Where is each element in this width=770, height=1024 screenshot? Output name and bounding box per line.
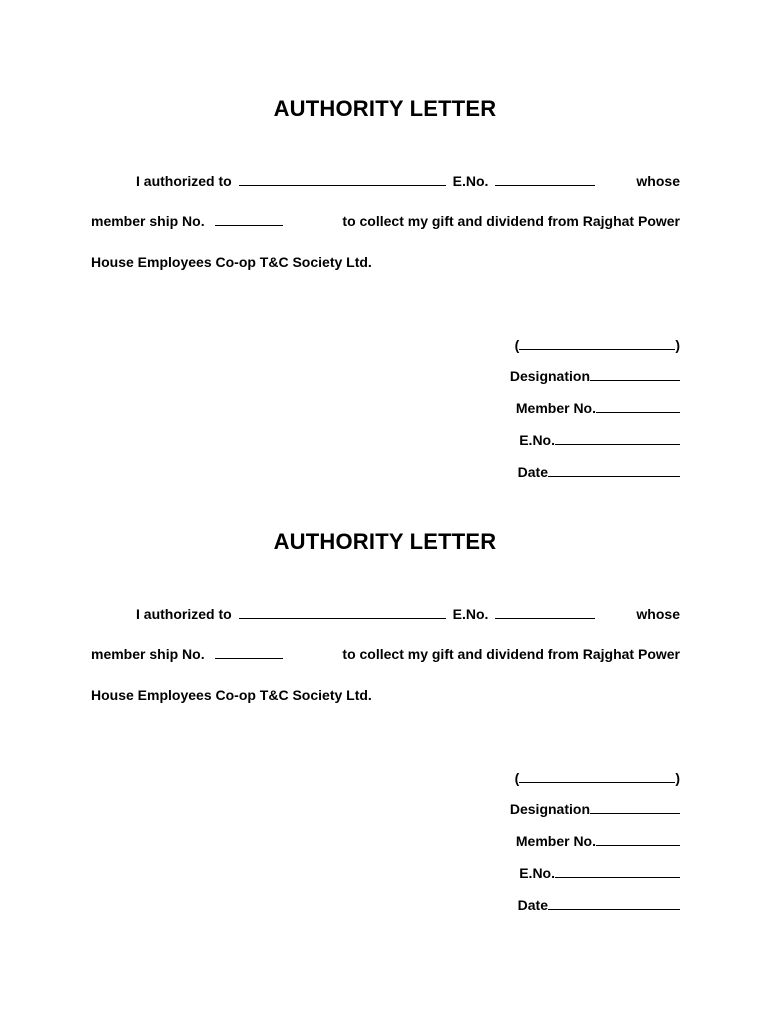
date-blank	[548, 897, 680, 910]
authorized-to-text: I authorized to	[136, 606, 232, 622]
eno-sig-label: E.No.	[519, 432, 555, 448]
purpose-text: to collect my gift and dividend from Rajghat Power	[342, 646, 680, 662]
paren-open: (	[514, 770, 520, 786]
date-field	[518, 896, 680, 914]
eno-blank	[495, 173, 595, 186]
membership-no-blank	[215, 646, 283, 659]
member-no-blank	[596, 400, 680, 413]
authorized-person-blank	[239, 606, 446, 619]
signature-blank	[519, 337, 675, 350]
member-no-field	[516, 832, 680, 850]
designation-label: Designation	[509, 801, 590, 817]
whose-text: whose	[636, 173, 680, 189]
designation-label: Designation	[509, 368, 590, 384]
whose-text: whose	[636, 606, 680, 622]
eno-sig-label: E.No.	[519, 865, 555, 881]
signature-line	[515, 769, 680, 787]
membership-no-label: member ship No.	[91, 646, 205, 662]
authorized-person-blank	[239, 173, 446, 186]
signature-line	[515, 336, 680, 354]
authorization-line	[91, 172, 680, 190]
authorization-line	[91, 605, 680, 623]
paren-open: (	[514, 337, 520, 353]
purpose-text: to collect my gift and dividend from Rajghat Power	[342, 213, 680, 229]
letter-title: AUTHORITY LETTER	[273, 529, 497, 554]
designation-field	[510, 800, 680, 818]
authority-letter	[0, 0, 770, 480]
eno-label: E.No.	[452, 173, 489, 189]
society-line: House Employees Co-op T&C Society Ltd.	[91, 254, 372, 270]
date-label: Date	[517, 897, 548, 913]
eno-field	[519, 864, 680, 882]
authorized-to-text: I authorized to	[136, 173, 232, 189]
designation-field	[510, 367, 680, 385]
authority-letter	[0, 433, 770, 913]
paren-close: )	[675, 337, 680, 353]
paren-close: )	[675, 770, 680, 786]
signature-blank	[519, 770, 675, 783]
date-label: Date	[517, 464, 548, 480]
eno-sig-blank	[555, 865, 680, 878]
eno-blank	[495, 606, 595, 619]
society-line: House Employees Co-op T&C Society Ltd.	[91, 687, 372, 703]
member-no-label: Member No.	[515, 833, 596, 849]
letter-title: AUTHORITY LETTER	[273, 96, 497, 121]
member-no-field	[516, 399, 680, 417]
membership-no-label: member ship No.	[91, 213, 205, 229]
member-no-label: Member No.	[515, 400, 596, 416]
designation-blank	[590, 801, 680, 814]
membership-line	[91, 212, 680, 230]
eno-label: E.No.	[452, 606, 489, 622]
membership-no-blank	[215, 213, 283, 226]
member-no-blank	[596, 833, 680, 846]
designation-blank	[590, 368, 680, 381]
membership-line	[91, 645, 680, 663]
